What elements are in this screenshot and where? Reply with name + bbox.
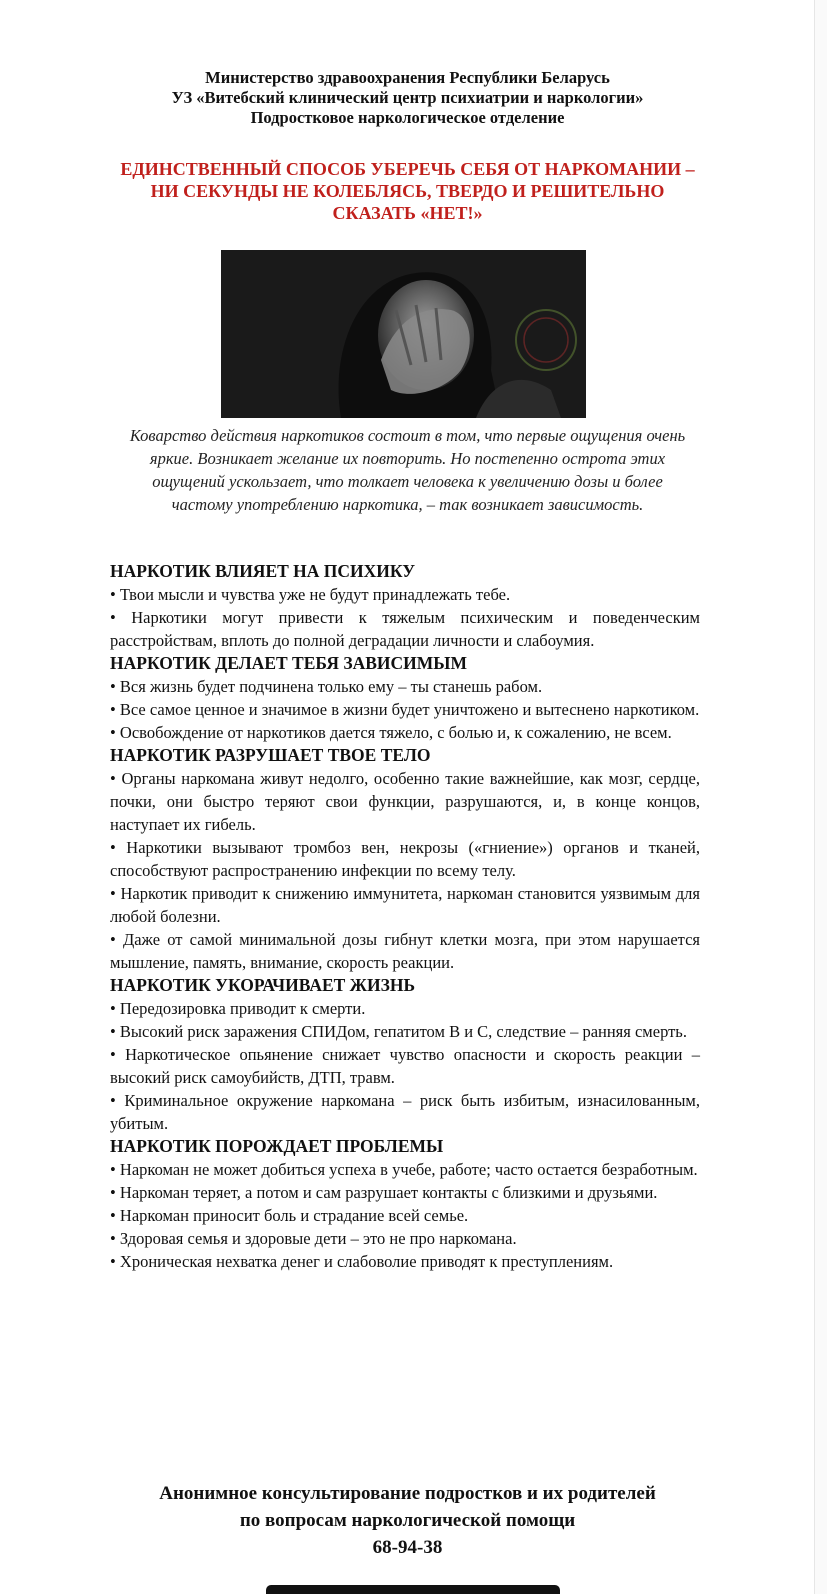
document-body (110, 560, 700, 1273)
list-item: • Наркоман приносит боль и страдание всей семье. (110, 1206, 469, 1225)
consultation-footer (130, 1480, 685, 1561)
phone-number[interactable]: 68-94-38 (372, 1537, 443, 1558)
section-body-damage (110, 744, 700, 974)
list-item: • Наркотик приводит к снижению иммунитета, наркоман становится уязвимым для любой болезни. (110, 884, 700, 926)
list-item: • Высокий риск заражения СПИДом, гепатитом В и С, следствие – ранняя смерть. (110, 1022, 687, 1041)
list-item: • Хроническая нехватка денег и слабоволие приводят к преступлениям. (110, 1252, 614, 1271)
list-item: • Криминальное окружение наркомана – риск быть избитым, изнасилованным, убитым. (110, 1091, 700, 1133)
slogan-heading: ЕДИНСТВЕННЫЙ СПОСОБ УБЕРЕЧЬ СЕБЯ ОТ НАРКОМАНИИ – НИ СЕКУНДЫ НЕ КОЛЕБЛЯСЬ, ТВЕРДО И РЕШИТЕЛЬНО СКАЗАТЬ «НЕТ!» (120, 159, 695, 223)
home-indicator[interactable] (266, 1585, 560, 1594)
list-item: • Наркотическое опьянение снижает чувство опасности и скорость реакции – высокий риск самоубийств, ДТП, травм. (110, 1045, 700, 1087)
consultation-topic: по вопросам наркологической помощи (239, 1510, 576, 1531)
list-item: • Освобождение от наркотиков дается тяжело, с болью и, к сожалению, не всем. (110, 723, 672, 742)
section-life-shortening (110, 974, 700, 1135)
section-title: НАРКОТИК ДЕЛАЕТ ТЕБЯ ЗАВИСИМЫМ (110, 653, 468, 673)
distressed-teen-photo (221, 250, 586, 418)
list-item: • Вся жизнь будет подчинена только ему – ты станешь рабом. (110, 677, 543, 696)
section-title: НАРКОТИК УКОРАЧИВАЕТ ЖИЗНЬ (110, 975, 416, 995)
section-problems (110, 1135, 700, 1273)
institution-name: УЗ «Витебский клинический центр психиатрии и наркологии» (171, 88, 644, 107)
section-title: НАРКОТИК ПОРОЖДАЕТ ПРОБЛЕМЫ (110, 1136, 444, 1156)
list-item: • Органы наркомана живут недолго, особенно такие важнейшие, как мозг, сердце, почки, они быстро теряют свои функции, разрушаются, и, в конце концов, наступает их гибель. (110, 769, 700, 834)
section-title: НАРКОТИК РАЗРУШАЕТ ТВОЕ ТЕЛО (110, 745, 431, 765)
list-item: • Наркоман не может добиться успеха в учебе, работе; часто остается безработным. (110, 1160, 698, 1179)
consultation-line: Анонимное консультирование подростков и их родителей (159, 1483, 656, 1504)
list-item: • Твои мысли и чувства уже не будут принадлежать тебе. (110, 585, 511, 604)
section-psyche (110, 560, 700, 652)
photo-illustration (221, 250, 586, 418)
ministry-name: Министерство здравоохранения Республики Беларусь (205, 68, 610, 87)
section-dependence (110, 652, 700, 744)
department-name: Подростковое наркологическое отделение (250, 108, 565, 127)
list-item: • Даже от самой минимальной дозы гибнут клетки мозга, при этом нарушается мышление, память, внимание, скорость реакции. (110, 930, 700, 972)
photo-caption: Коварство действия наркотиков состоит в том, что первые ощущения очень яркие. Возникает желание их повторить. Но постепенно острота этих ощущений ускользает, что толкает человека к увеличению дозы и более частому употреблению наркотика, – так возникает зависимость. (129, 426, 686, 514)
section-title: НАРКОТИК ВЛИЯЕТ НА ПСИХИКУ (110, 561, 416, 581)
list-item: • Все самое ценное и значимое в жизни будет уничтожено и вытеснено наркотиком. (110, 700, 700, 719)
list-item: • Наркоман теряет, а потом и сам разрушает контакты с близкими и друзьями. (110, 1183, 658, 1202)
list-item: • Передозировка приводит к смерти. (110, 999, 366, 1018)
list-item: • Наркотики могут привести к тяжелым психическим и поведенческим расстройствам, вплоть до полной деградации личности и слабоумия. (110, 608, 700, 650)
document-header (0, 68, 815, 128)
scrollbar-track[interactable] (814, 0, 827, 1594)
list-item: • Здоровая семья и здоровые дети – это не про наркомана. (110, 1229, 517, 1248)
list-item: • Наркотики вызывают тромбоз вен, некрозы («гниение») органов и тканей, способствуют распространению инфекции по всему телу. (110, 838, 700, 880)
